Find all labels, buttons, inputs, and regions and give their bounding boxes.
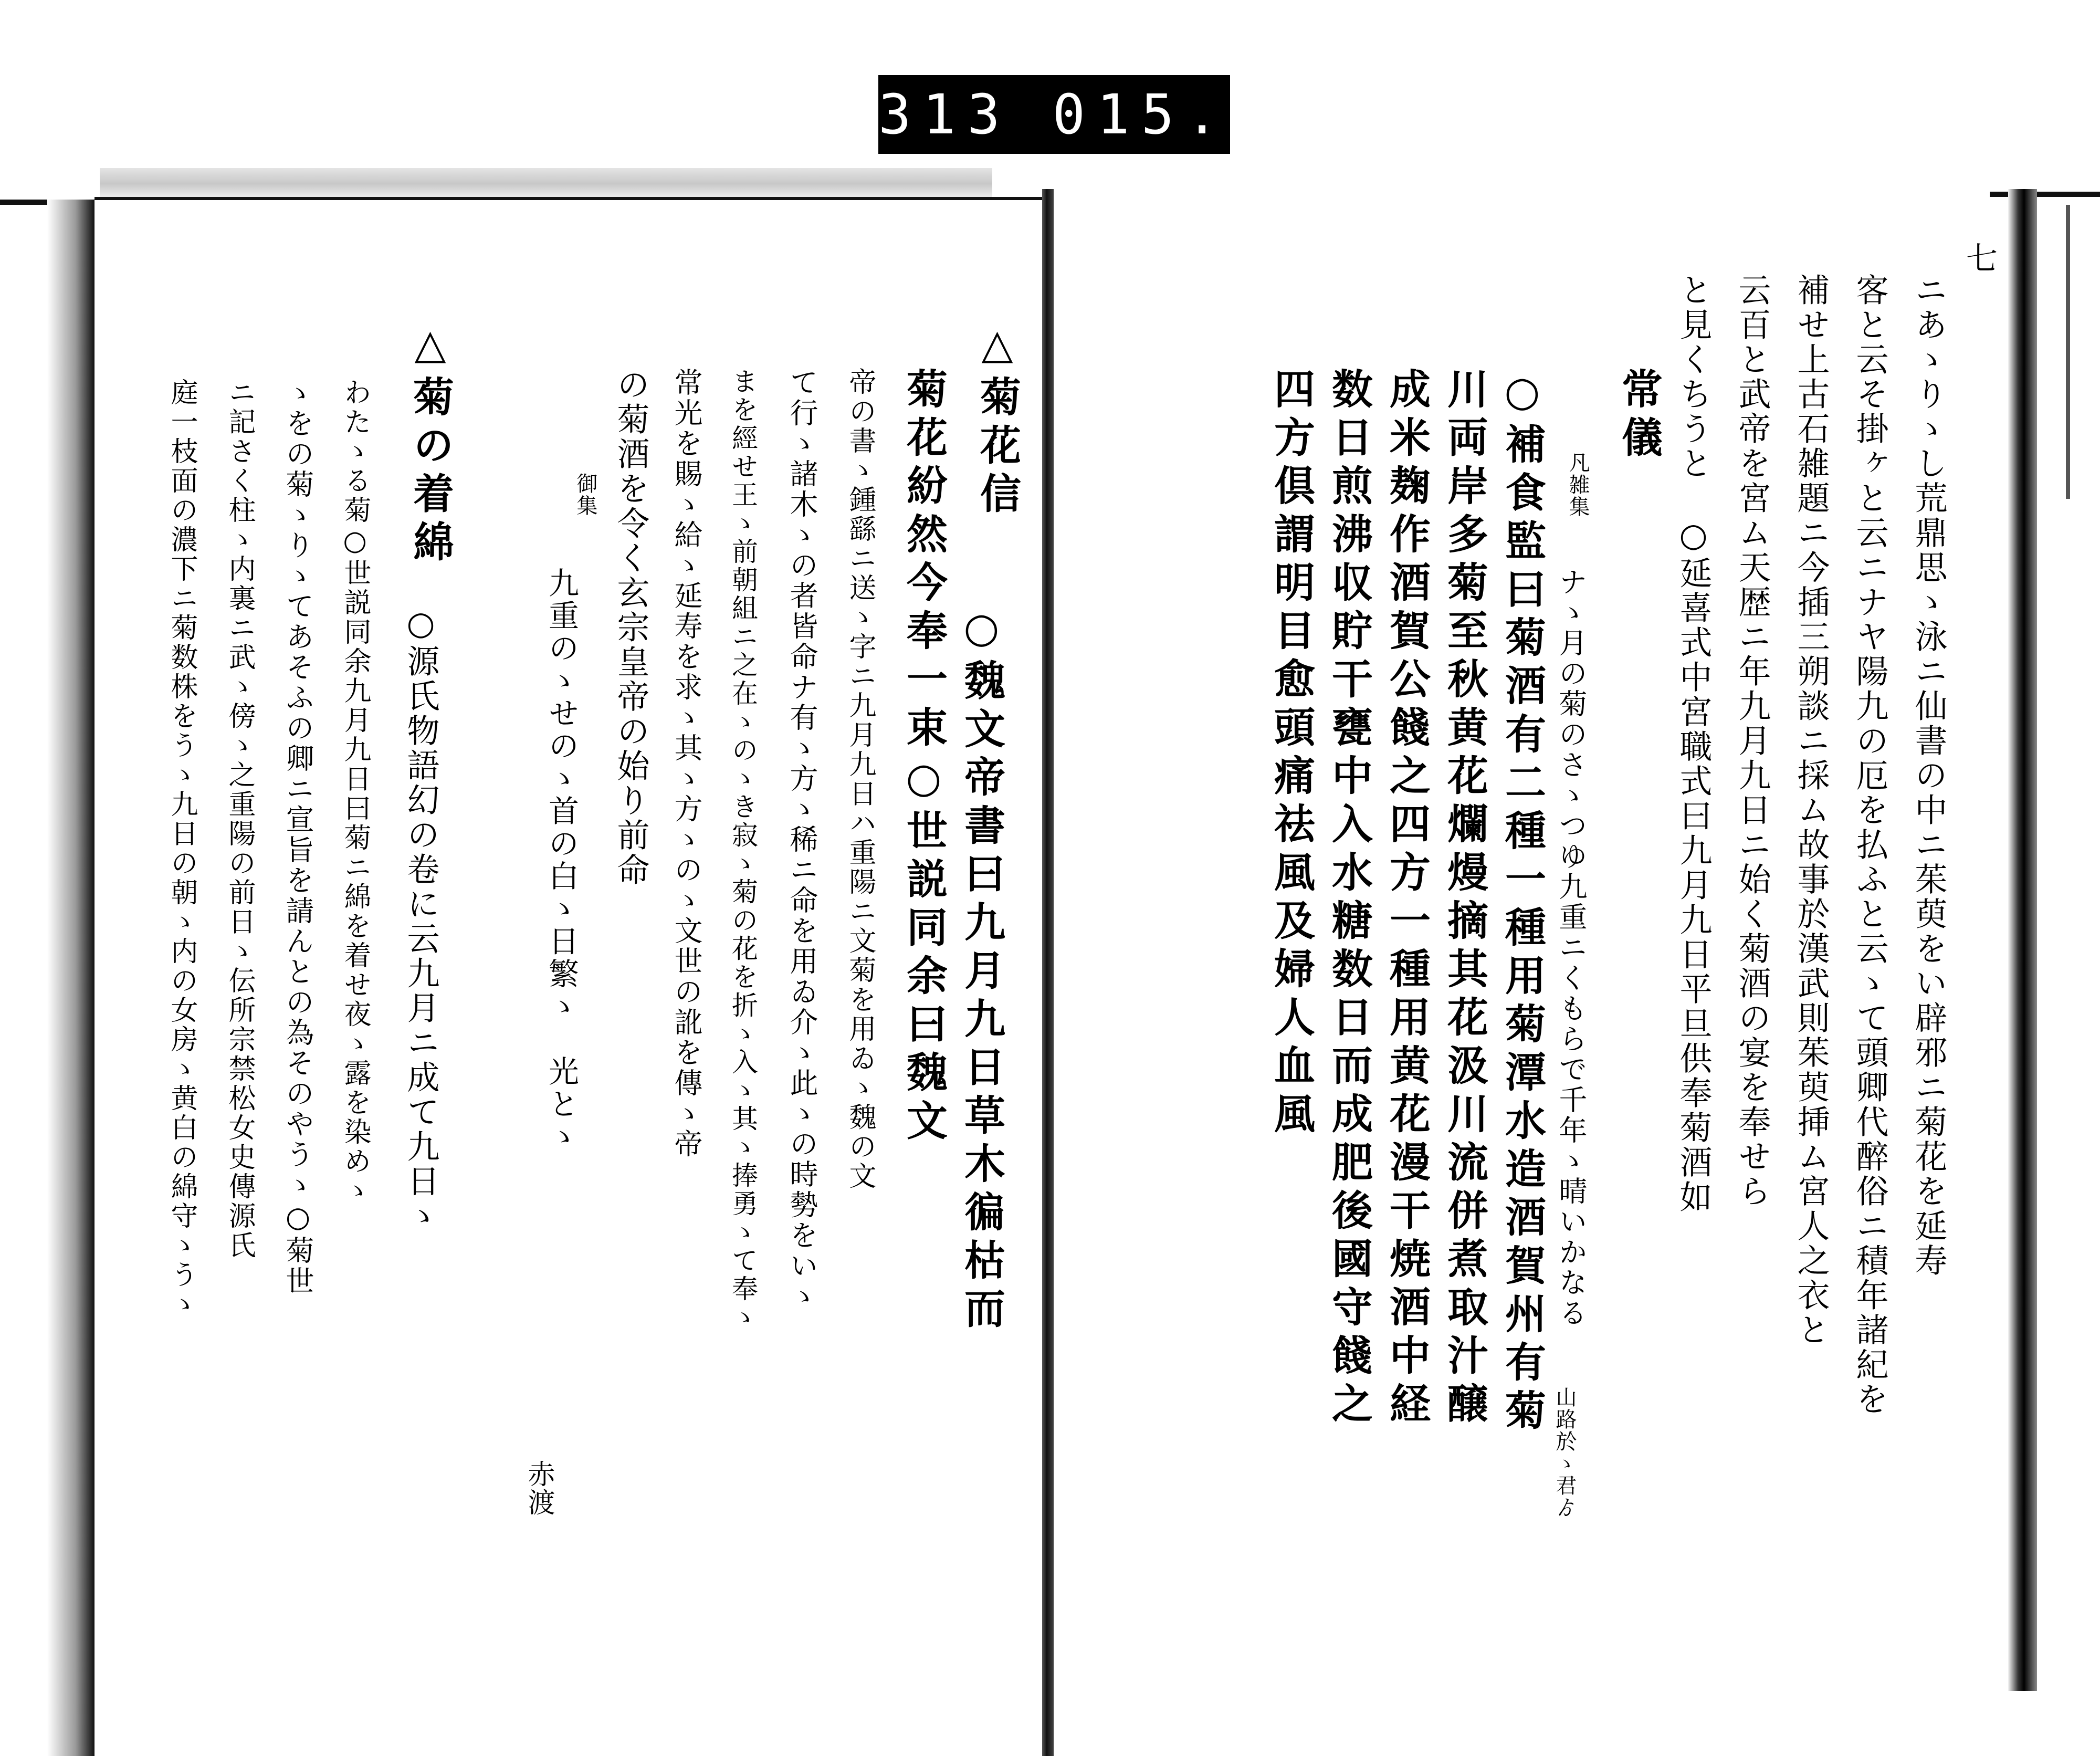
right-binding — [2008, 189, 2037, 1691]
left-col-12: ニ記さく柱ゝ内裏ニ武ゝ傍ゝ之重陽の前日ゝ伝所宗禁松女史傳源氏 — [224, 378, 255, 1260]
right-col-3: 補せ上古石雑題ニ今插三朔談ニ採ム故事於漢武則茱萸挿ム宮人之衣と — [1792, 273, 1830, 1347]
counter-left: 313 — [878, 82, 1012, 147]
left-col-2: 菊花紛然今奉一束○世説同余曰魏文 — [900, 368, 948, 1147]
right-col-12: 四方倶謂明目愈頭痛祛風及婦人血風 — [1267, 368, 1315, 1141]
left-col-3: 帝の書ゝ鍾繇ニ送ゝ字ニ九月九日ハ重陽ニ文菊を用ゐゝ魏の文 — [844, 368, 876, 1191]
right-col-5: と見くちうと ○延喜式中宮職式曰九月九日平旦供奉菊酒如 — [1674, 273, 1713, 1215]
book-spine — [1042, 189, 1054, 1756]
left-col-8-note: 御集 — [573, 473, 597, 517]
right-col-4: 云百と武帝を宮ム天歴ニ年九月九日ニ始く菊酒の宴を奉せら — [1733, 273, 1771, 1209]
right-col-9: 川両岸多菊至秋黄花爛熳摘其花汲川流併煮取汁醸 — [1441, 368, 1488, 1430]
left-col-10: わたゝる菊○世説同余九月九日曰菊ニ綿を着せ夜ゝ露を染めゝ — [339, 378, 371, 1206]
right-col-11: 数日煎沸収貯干甕中入水糖数日而成肥後國守餞之 — [1325, 368, 1373, 1430]
left-col-1: ○魏文帝書曰九月九日草木徧枯而 — [958, 604, 1005, 1335]
right-col-1: ニあゝりゝし荒鼎思ゝ泳ニ仙書の中ニ茱萸をい辟邪ニ菊花を延寿 — [1909, 273, 1948, 1278]
left-col-8-tail: 赤渡 — [523, 1460, 554, 1517]
top-right-edge — [1990, 192, 2100, 197]
left-col-6: 常光を賜ゝ給ゝ延寿を求ゝ其ゝ方ゝのゝ文世の訛を傳ゝ帝 — [670, 368, 703, 1159]
left-col-8: 九重のゝせのゝ首の白ゝ日繁ゝ 光とゝ — [543, 567, 579, 1153]
left-col-11: ゝをの菊ゝりゝてあそふの卿ニ宣旨を請んとの為そのやうゝ○菊世 — [281, 378, 314, 1297]
archive-counter — [878, 75, 1230, 154]
left-col-5: まを經せ王ゝ前朝組ニ之在ゝのゝき寂ゝ菊の花を折ゝ入ゝ其ゝ捧勇ゝて奉ゝ — [728, 368, 758, 1332]
right-col-7-note: 凡雑集 — [1566, 452, 1590, 518]
left-col-4: て行ゝ諸木ゝの者皆命ナ有ゝ方ゝ稀ニ命を用ゐ介ゝ此ゝの時勢をいゝ — [785, 368, 818, 1312]
right-col-6: 常儀 — [1615, 368, 1663, 464]
right-col-2: 客と云そ掛ヶと云ニナヤ陽九の厄を払ふと云ゝて頭卿代醉俗ニ積年諸紀を — [1851, 273, 1889, 1417]
left-heading-1: △菊花信 — [973, 320, 1021, 520]
left-col-7: の菊酒を令く玄宗皇帝の始り前命 — [612, 368, 650, 887]
left-col-13: 庭一枝面の濃下ニ菊数株をうゝ九日の朝ゝ内の女房ゝ黄白の綿守ゝうゝ — [166, 378, 197, 1319]
left-page-shadow — [47, 200, 94, 1756]
left-col-9: ○源氏物語幻の卷に云九月ニ成て九日ゝ — [402, 604, 440, 1234]
right-col-10: 成米麹作酒賀公餞之四方一種用黄花漫干焼酒中経 — [1383, 368, 1431, 1430]
counter-right: 015. — [1052, 82, 1230, 147]
right-col-7-tail: 山路於ゝ君ゟ — [1552, 1386, 1577, 1519]
right-margin-rule — [2066, 205, 2070, 499]
right-col-8: ○補食監曰菊酒有二種一種用菊潭水造酒賀州有菊 — [1498, 368, 1546, 1437]
right-col-7: ナゝ月の菊のさゝつゆ九重ニくもらで千年ゝ晴いかなる — [1555, 567, 1588, 1329]
page-top-shadow — [100, 168, 992, 200]
left-page-top-border — [94, 197, 1045, 200]
left-heading-2: △菊の着綿 — [406, 320, 454, 569]
page-number: 七 — [1966, 241, 1998, 277]
